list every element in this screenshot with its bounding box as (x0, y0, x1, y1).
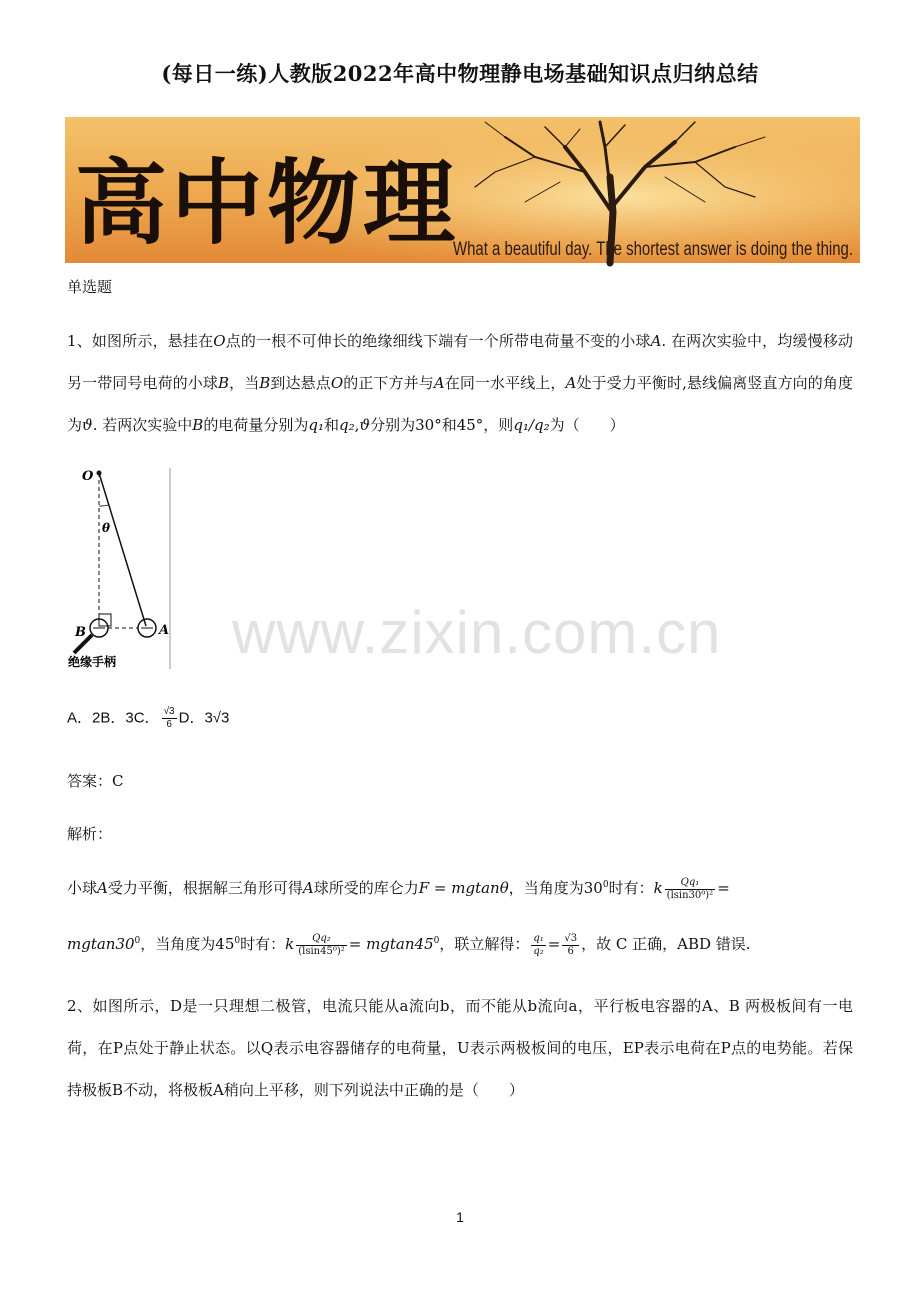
section-heading: 单选题 (67, 278, 113, 296)
q1-text-run: 1、如图所示，悬挂在 (67, 332, 214, 350)
sol-text: ，当角度为30 (508, 879, 603, 897)
svg-text:A: A (159, 623, 170, 638)
q1-text-run: , (354, 416, 360, 434)
q1-text-run: 和 (323, 416, 339, 434)
sol-text: 小球 (67, 879, 98, 897)
pendulum-figure (66, 466, 172, 671)
answer-options (67, 706, 229, 731)
q1-variable: A (650, 332, 662, 350)
banner-title-text: 高中物理 (75, 149, 460, 257)
sol-var: A (97, 879, 108, 897)
sol-fraction-1 (665, 877, 716, 902)
q1-text-run: 在同一水平线上， (444, 374, 566, 392)
sol-sup: 0 (433, 936, 440, 946)
option-b: B．3 (100, 709, 134, 727)
sol-formula: mgtan30 (67, 935, 135, 953)
sol-text: 受力平衡，根据解三角形可得 (107, 879, 303, 897)
sol-text: 球所受的库仑力 (313, 879, 419, 897)
q1-variable: B (259, 374, 271, 392)
q1-variable: B (217, 374, 229, 392)
solution-line-1 (67, 872, 857, 902)
svg-text:O: O (82, 469, 94, 484)
svg-text:θ: θ (102, 521, 111, 535)
svg-text:绝缘手柄: 绝缘手柄 (68, 655, 117, 669)
q1-variable: B (192, 416, 204, 434)
question-1-text (67, 320, 853, 446)
sol-text: 时有： (608, 879, 654, 897)
q1-variable: q₁/q₂ (513, 416, 550, 434)
sol-fraction-3 (531, 933, 545, 958)
sol-var: A (302, 879, 314, 897)
q1-text-run: 的正下方并与 (343, 374, 434, 392)
q1-text-run: . 在两次实验中，均缓慢移动另一带同号电荷的小球 (67, 332, 853, 392)
sol-formula: F = mgtanθ (418, 879, 509, 897)
sol-text: 时有： (240, 935, 286, 953)
option-c-prefix: C． (133, 709, 160, 727)
sol-text: = (547, 935, 561, 953)
q1-text-run: 为（ ） (549, 416, 625, 434)
option-a: A．2 (67, 709, 101, 727)
option-c-numerator: √3 (163, 706, 175, 717)
sol-text: ，当角度为45 (140, 935, 235, 953)
q1-variable: q₁ (308, 416, 324, 434)
answer-line: 答案：C (67, 772, 124, 790)
q1-variable: O (330, 374, 344, 392)
question-2-text: 2、如图所示，D是一只理想二极管，电流只能从a流向b，而不能从b流向a，平行板电容器的A、B 两极板间有一电荷，在P点处于静止状态。以Q表示电容器储存的电荷量，U表示两极板间的电压，EP表示电荷在P点的电势能。若保持极板B不动，将极板A稍向上平移，则下列说法中正确的是（ ） (67, 997, 853, 1099)
sol-var: k (285, 935, 295, 953)
sol-fraction-2 (296, 933, 347, 958)
q1-text-run: 处于受力平衡时,悬线偏离竖直方向的角度为 (67, 374, 853, 434)
q1-variable: O (213, 332, 226, 350)
page-title: (每日一练)人教版2022年高中物理静电场基础知识点归纳总结 (161, 61, 759, 86)
sol-text: ，联立解得： (439, 935, 530, 953)
sol-sup: 0 (134, 936, 141, 946)
q1-text-run: 分别为30°和45°，则 (370, 416, 514, 434)
sol-var: k (653, 879, 663, 897)
sol-formula: = mgtan45 (348, 935, 434, 953)
banner-slogan-text: What a beautiful day. The shortest answer is doing the thing. (453, 239, 853, 260)
frac-num: Qq₁ (665, 877, 716, 890)
q1-variable: ϑ (82, 416, 93, 434)
q1-text-run: . 若两次实验中 (92, 416, 193, 434)
sol-fraction-4 (562, 933, 579, 958)
analysis-label: 解析： (67, 825, 113, 843)
page-number: 1 (456, 1209, 464, 1225)
q1-text-run: ，当 (229, 374, 260, 392)
watermark-text: www.zixin.com.cn (232, 599, 722, 666)
q1-variable: q₂ (338, 416, 355, 434)
q1-text-run: 到达悬点 (270, 374, 331, 392)
sol-sup: 0 (234, 936, 241, 946)
sol-text: = (717, 879, 730, 897)
header-banner-image (65, 117, 860, 263)
frac-den: (lsin45⁰)² (298, 945, 345, 957)
sol-text: ，故 C 正确，ABD 错误. (581, 935, 751, 953)
q1-text-run: 的电荷量分别为 (203, 416, 309, 434)
frac-den: (lsin30⁰)² (666, 889, 714, 901)
option-c-denominator: 6 (166, 719, 172, 730)
frac-num: √3 (564, 932, 578, 944)
option-d: D．3√3 (178, 709, 230, 727)
frac-den: 6 (567, 945, 574, 957)
sol-sup: 0 (602, 880, 609, 890)
frac-num: Qq₂ (296, 933, 347, 946)
q1-text-run: 点的一根不可伸长的绝缘细线下端有一个所带电荷量不变的小球 (225, 332, 651, 350)
option-c-fraction (162, 706, 177, 731)
solution-line-2 (67, 928, 857, 958)
q1-variable: A (565, 374, 577, 392)
frac-num: q₁ (533, 932, 544, 944)
q1-variable: ϑ (359, 416, 371, 434)
frac-den: q₂ (533, 945, 544, 957)
q1-variable: A (433, 374, 445, 392)
svg-text:B: B (75, 625, 86, 640)
